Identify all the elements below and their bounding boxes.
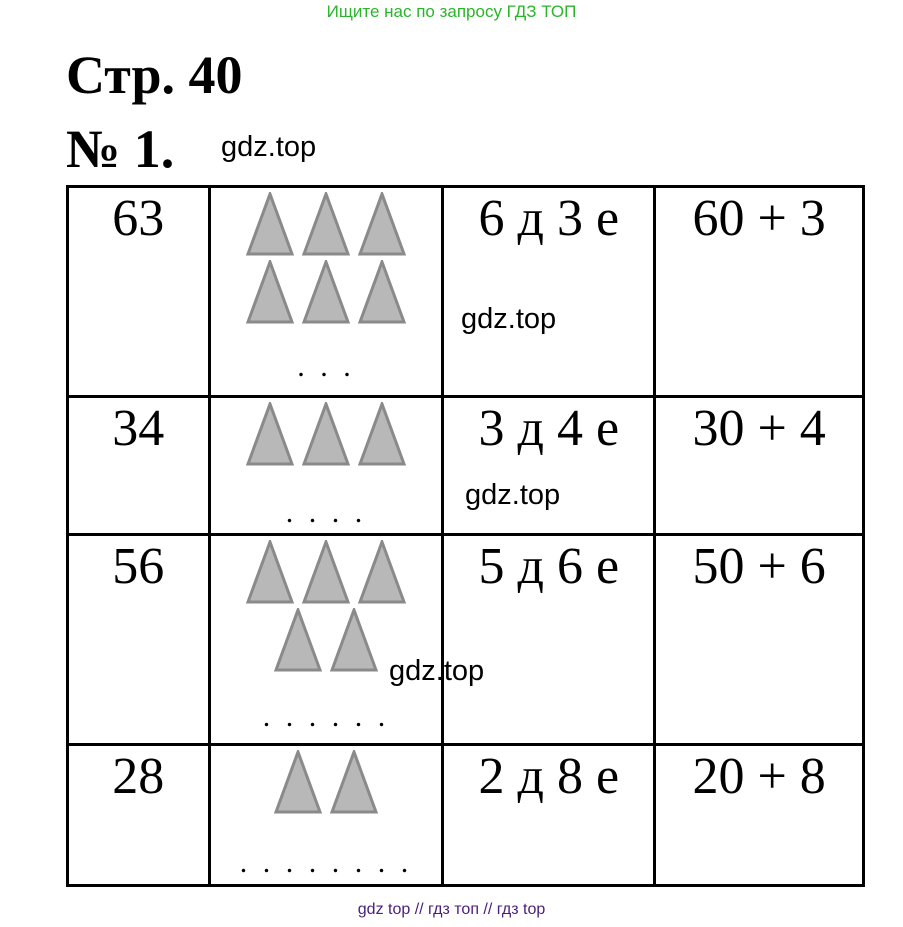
triangle-icon bbox=[246, 402, 294, 466]
decomposition-cell bbox=[443, 745, 655, 886]
dots: . . . bbox=[297, 350, 355, 383]
triangle-icon bbox=[302, 192, 350, 256]
triangle-icon bbox=[246, 192, 294, 256]
dots: . . . . . . bbox=[262, 700, 390, 733]
decomposition-cell bbox=[443, 397, 655, 535]
triangle-icon bbox=[302, 402, 350, 466]
sum-cell: 50 + 6 bbox=[655, 535, 864, 745]
number-cell: 63 bbox=[68, 187, 210, 397]
triangle-row bbox=[211, 402, 442, 466]
decomposition-text: 2 д 8 е bbox=[478, 748, 620, 805]
top-banner: Ищите нас по запросу ГДЗ ТОП bbox=[326, 2, 577, 21]
decomposition-text: 6 д 3 е bbox=[478, 190, 620, 247]
triangle-icon bbox=[302, 540, 350, 604]
triangle-icon bbox=[246, 540, 294, 604]
page-title: Стр. 40 bbox=[66, 45, 243, 105]
number-cell: 34 bbox=[68, 397, 210, 535]
bottom-banner: gdz top // гдз топ // гдз top bbox=[357, 901, 546, 918]
triangle-icon bbox=[274, 750, 322, 814]
triangle-icon bbox=[246, 260, 294, 324]
task-number: № 1. bbox=[66, 119, 175, 179]
triangle-icon bbox=[302, 260, 350, 324]
dots: . . . . bbox=[285, 496, 367, 529]
table-row bbox=[68, 397, 864, 535]
triangle-icon bbox=[358, 192, 406, 256]
sum-cell: 30 + 4 bbox=[655, 397, 864, 535]
decomposition-text: 3 д 4 е bbox=[478, 400, 620, 457]
triangle-row bbox=[211, 192, 442, 256]
triangle-icon bbox=[330, 608, 378, 672]
number-cell: 28 bbox=[68, 745, 210, 886]
triangle-row bbox=[211, 540, 442, 604]
triangle-row bbox=[211, 260, 442, 324]
table-row bbox=[68, 187, 864, 397]
triangle-icon bbox=[358, 402, 406, 466]
watermark: gdz.top bbox=[389, 655, 485, 687]
place-value-table bbox=[66, 185, 865, 887]
number-cell: 56 bbox=[68, 535, 210, 745]
triangle-icon bbox=[358, 540, 406, 604]
table-row bbox=[68, 745, 864, 886]
triangle-row bbox=[211, 750, 442, 814]
watermark: gdz.top bbox=[465, 479, 561, 511]
triangle-icon bbox=[274, 608, 322, 672]
triangles-cell bbox=[209, 535, 443, 745]
decomposition-text: 5 д 6 е bbox=[478, 538, 620, 595]
table-row bbox=[68, 535, 864, 745]
triangle-icon bbox=[358, 260, 406, 324]
sum-cell: 20 + 8 bbox=[655, 745, 864, 886]
triangle-icon bbox=[330, 750, 378, 814]
triangles-cell bbox=[209, 397, 443, 535]
watermark: gdz.top bbox=[221, 131, 317, 163]
triangles-cell bbox=[209, 187, 443, 397]
sum-cell: 60 + 3 bbox=[655, 187, 864, 397]
watermark: gdz.top bbox=[461, 303, 557, 335]
decomposition-cell bbox=[443, 535, 655, 745]
dots: . . . . . . . . bbox=[239, 846, 413, 879]
decomposition-cell bbox=[443, 187, 655, 397]
triangles-cell bbox=[209, 745, 443, 886]
